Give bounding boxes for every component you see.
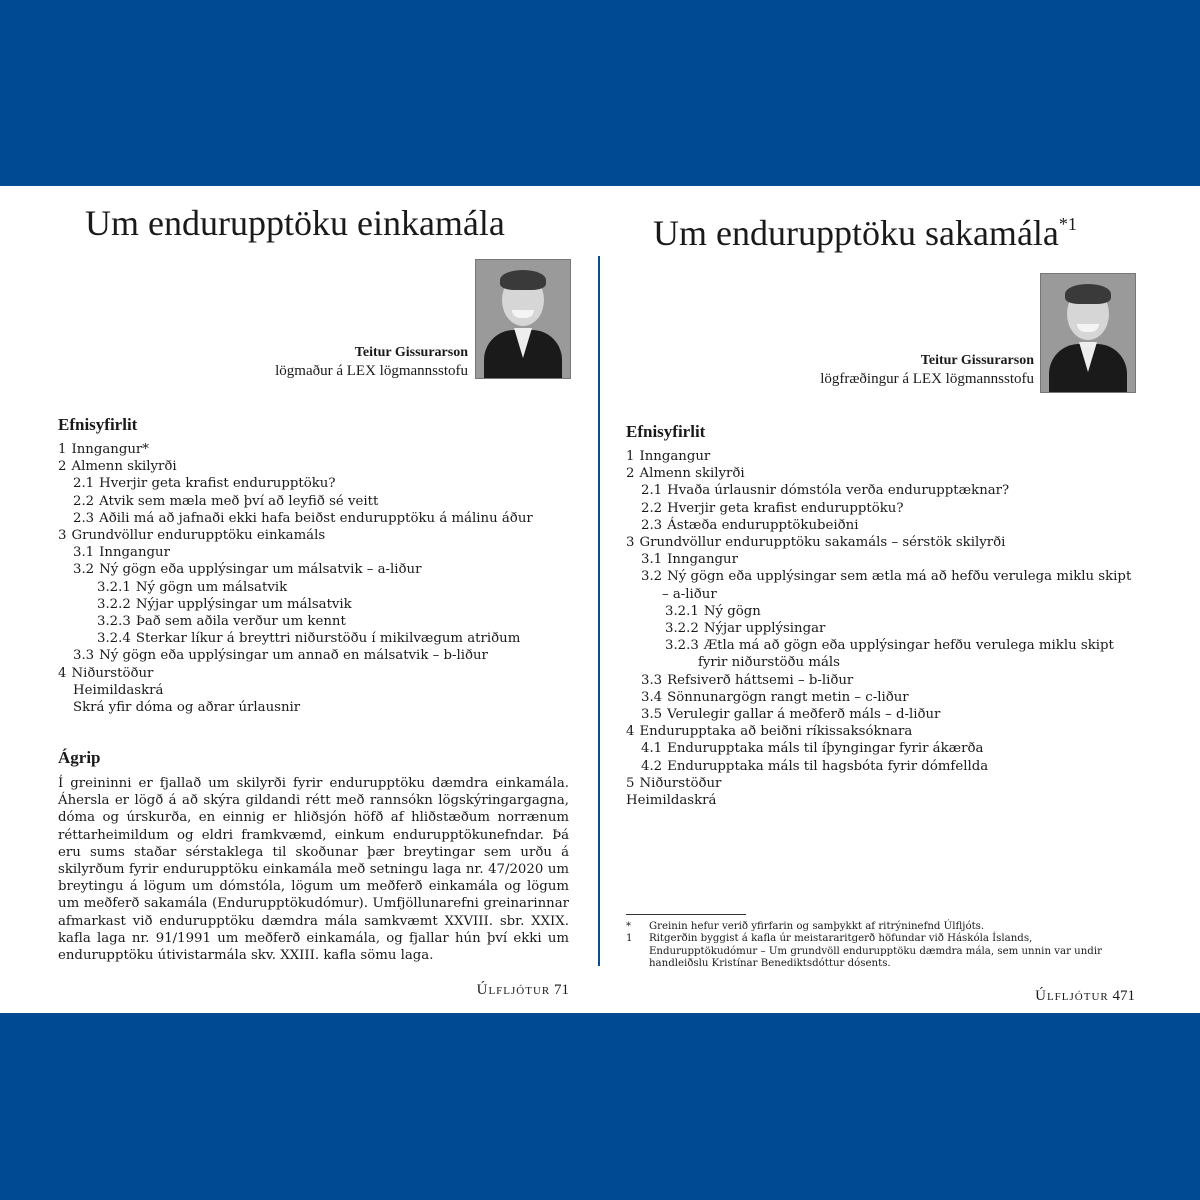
toc-item-label: Það sem aðila verður um kennt	[135, 614, 346, 630]
toc-item	[626, 792, 1136, 809]
left-author-block	[275, 344, 468, 380]
toc-item-number: 3	[626, 535, 635, 551]
toc-item-number: 3.2.2	[665, 621, 699, 637]
document-spread	[0, 186, 1200, 1013]
toc-item	[58, 699, 568, 716]
toc-item-label: Sterkar líkur á breyttri niðurstöðu í mikilvægum atriðum	[135, 631, 521, 647]
toc-item-number: 3.1	[641, 552, 663, 568]
toc-item-label: Hverjir geta krafist endurupptöku?	[667, 500, 904, 516]
toc-item-label: Endurupptaka máls til hagsbóta fyrir dómfellda	[667, 758, 989, 774]
left-article-title	[85, 202, 505, 244]
toc-item-number: 3.2.3	[665, 638, 699, 654]
toc-item-label: Nýjar upplýsingar um málsatvik	[135, 596, 352, 612]
toc-item	[58, 510, 568, 527]
right-page-number: 471	[1112, 988, 1135, 1004]
right-journal-name: Úlfljótur	[1035, 988, 1109, 1004]
toc-item-number: 3.3	[73, 648, 95, 664]
toc-item-label: Inngangur	[99, 545, 170, 561]
left-abstract: Í greininni er fjallað um skilyrði fyrir endurupptöku dæmdra einkamála. Áhersla er lögð á að skýra gildandi rétt með rannsókn lögskýringargagna, dóma og úrskurða, en einnig er hliðsjón höfð af hliðstæðum norrænum réttarheimildum og eldri framkvæmd, einkum endurupptökunefndar. Þá eru sums staðar sérstaklega til skoðunar þær breytingar sem urðu á skilyrðum fyrir endurupptöku einkamála með setningu laga nr. 47/2020 um breytingu á lögum um dómstóla, lögum um meðferð einkamála og lögum um meðferð sakamála (Endurupptökudómur). Umfjöllunarefni greinarinnar afmarkast við endurupptöku dæmdra mála samkvæmt XXVIII. sbr. XXIX. kafla laga nr. 91/1991 um meðferð einkamála, og fjallar hún því ekki um endurupptöku útivistarmála skv. XXIII. kafla sömu laga.	[58, 776, 569, 964]
toc-item-label: Ný gögn eða upplýsingar um annað en málsatvik – b-liður	[99, 648, 488, 664]
toc-item-number: 3.2.2	[97, 596, 131, 612]
toc-item-label: Atvik sem mæla með því að leyfið sé veitt	[99, 493, 379, 509]
right-page	[618, 186, 1138, 1013]
right-author-photo	[1040, 273, 1136, 393]
toc-item-label: Ástæða endurupptökubeiðni	[667, 517, 859, 533]
bottom-blue-band	[0, 1013, 1200, 1200]
toc-item-label: Sönnunargögn rangt metin – c-liður	[667, 689, 909, 705]
toc-item-number: 3.4	[641, 689, 663, 705]
toc-item	[626, 603, 1136, 620]
right-title-text: Um endurupptöku sakamála	[653, 213, 1059, 253]
toc-item	[58, 613, 568, 630]
toc-item	[58, 475, 568, 492]
left-abstract-heading: Ágrip	[58, 748, 101, 767]
left-author-photo	[475, 259, 571, 379]
toc-item	[626, 706, 1136, 723]
left-journal-name: Úlfljótur	[476, 982, 551, 998]
toc-item	[626, 551, 1136, 568]
toc-item	[58, 647, 568, 664]
toc-item-label: Inngangur	[639, 449, 711, 464]
toc-item-label: Ætla má að gögn eða upplýsingar hefðu verulega miklu skipt fyrir niðurstöðu máls	[698, 638, 1114, 671]
toc-item-label: Heimildaskrá	[626, 793, 717, 809]
top-blue-band	[0, 0, 1200, 186]
toc-item-number: 2.3	[641, 517, 663, 533]
right-author-name: Teitur Gissurarson	[920, 353, 1034, 368]
toc-item	[58, 579, 568, 596]
toc-item-number: 4	[626, 724, 635, 740]
toc-item-label: Endurupptaka máls til íþyngingar fyrir ákærða	[667, 741, 984, 757]
toc-item-number: 1	[626, 449, 635, 464]
footnote-mark: 1	[626, 933, 633, 945]
toc-item	[626, 500, 1136, 517]
toc-item-label: Aðili má að jafnaði ekki hafa beiðst endurupptöku á málinu áður	[99, 510, 533, 526]
toc-item-number: 2.2	[73, 493, 95, 509]
toc-item-label: Nýjar upplýsingar	[703, 621, 826, 637]
toc-item-label: Niðurstöður	[639, 775, 722, 791]
toc-item-number: 4	[58, 665, 67, 681]
left-author-name: Teitur Gissurarson	[354, 345, 468, 360]
toc-item	[626, 620, 1136, 637]
toc-item-label: Ný gögn eða upplýsingar sem ætla má að hefðu verulega miklu skipt – a-liður	[662, 569, 1132, 602]
toc-item-number: 2.1	[73, 476, 95, 492]
toc-item-label: Heimildaskrá	[73, 682, 164, 698]
left-toc	[58, 441, 568, 716]
toc-item	[58, 665, 568, 682]
toc-item-number: 2.3	[73, 510, 95, 526]
toc-item	[58, 527, 568, 544]
toc-item-label: Almenn skilyrði	[639, 466, 745, 482]
toc-item	[58, 493, 568, 510]
toc-item	[58, 441, 568, 458]
toc-item	[626, 775, 1136, 792]
toc-item-label: Inngangur	[667, 552, 738, 568]
left-title-text: Um endurupptöku einkamála	[85, 203, 505, 243]
toc-item-number: 3.2.4	[97, 631, 131, 647]
left-toc-heading: Efnisyfirlit	[58, 415, 138, 434]
left-page	[50, 186, 570, 1013]
toc-item-number: 2	[58, 459, 67, 475]
toc-item-number: 3.5	[641, 707, 663, 723]
toc-item-number: 3.3	[641, 672, 663, 688]
toc-item-label: Hvaða úrlausnir dómstóla verða endurupptæknar?	[667, 483, 1010, 499]
left-page-footer	[477, 982, 569, 999]
toc-item-number: 3.2.3	[97, 614, 131, 630]
toc-item-label: Verulegir gallar á meðferð máls – d-liður	[667, 707, 941, 723]
footnote	[626, 933, 1138, 970]
footnote-text: Greinin hefur verið yfirfarin og samþykkt af ritrýninefnd Úlfljóts.	[649, 921, 985, 932]
toc-item	[58, 630, 568, 647]
right-toc	[626, 448, 1136, 809]
toc-item-label: Skrá yfir dóma og aðrar úrlausnir	[73, 700, 301, 716]
toc-item-label: Niðurstöður	[71, 665, 154, 681]
toc-item	[626, 637, 1136, 671]
toc-item	[626, 758, 1136, 775]
toc-item	[626, 672, 1136, 689]
toc-item-number: 3.1	[73, 545, 95, 561]
toc-item-label: Inngangur*	[71, 442, 149, 457]
footnote	[626, 921, 1138, 933]
toc-item-number: 4.1	[641, 741, 663, 757]
toc-item	[626, 517, 1136, 534]
right-author-block	[820, 352, 1034, 388]
right-page-footer	[1035, 988, 1135, 1005]
left-page-number: 71	[554, 982, 569, 998]
toc-item	[626, 448, 1136, 465]
toc-item-label: Endurupptaka að beiðni ríkissaksóknara	[639, 724, 913, 740]
right-title-footnote-mark: *1	[1058, 214, 1077, 234]
toc-item-label: Ný gögn um málsatvik	[135, 579, 288, 595]
right-article-title	[653, 212, 1077, 254]
toc-item-label: Refsiverð háttsemi – b-liður	[667, 672, 854, 688]
toc-item-number: 2.1	[641, 483, 663, 499]
toc-item-label: Almenn skilyrði	[71, 459, 177, 475]
page-divider	[598, 256, 600, 966]
toc-item	[58, 596, 568, 613]
toc-item	[626, 534, 1136, 551]
toc-item	[626, 465, 1136, 482]
toc-item-label: Ný gögn eða upplýsingar um málsatvik – a-liður	[99, 562, 422, 578]
right-toc-heading: Efnisyfirlit	[626, 422, 706, 441]
toc-item-label: Hverjir geta krafist endurupptöku?	[99, 476, 336, 492]
toc-item-number: 3.2	[73, 562, 95, 578]
toc-item-number: 2	[626, 466, 635, 482]
right-author-role: lögfræðingur á LEX lögmannsstofu	[820, 371, 1034, 387]
toc-item	[626, 740, 1136, 757]
toc-item	[58, 682, 568, 699]
right-footnotes	[626, 921, 1138, 970]
toc-item-number: 5	[626, 775, 635, 791]
footnote-mark: *	[626, 921, 632, 932]
toc-item	[58, 544, 568, 561]
left-author-role: lögmaður á LEX lögmannsstofu	[275, 363, 468, 379]
footnote-rule	[626, 914, 746, 915]
toc-item-label: Grundvöllur endurupptöku einkamáls	[71, 528, 326, 544]
toc-item	[626, 568, 1136, 602]
toc-item	[58, 561, 568, 578]
toc-item	[626, 689, 1136, 706]
toc-item-label: Ný gögn	[703, 603, 761, 619]
toc-item-number: 3.2.1	[665, 603, 699, 619]
toc-item-number: 3.2	[641, 569, 663, 585]
toc-item-number: 1	[58, 442, 67, 457]
toc-item-label: Grundvöllur endurupptöku sakamáls – sérstök skilyrði	[639, 535, 1006, 551]
toc-item	[626, 723, 1136, 740]
toc-item-number: 4.2	[641, 758, 663, 774]
toc-item	[626, 482, 1136, 499]
toc-item	[58, 458, 568, 475]
toc-item-number: 3	[58, 528, 67, 544]
toc-item-number: 3.2.1	[97, 579, 131, 595]
footnote-text: Ritgerðin byggist á kafla úr meistararitgerð höfundar við Háskóla Íslands, Endurupptökudómur – Um grundvöll endurupptöku dæmdra mála, sem unnin var undir handleiðslu Kristínar Benediktsdóttur dósents.	[649, 933, 1102, 969]
toc-item-number: 2.2	[641, 500, 663, 516]
